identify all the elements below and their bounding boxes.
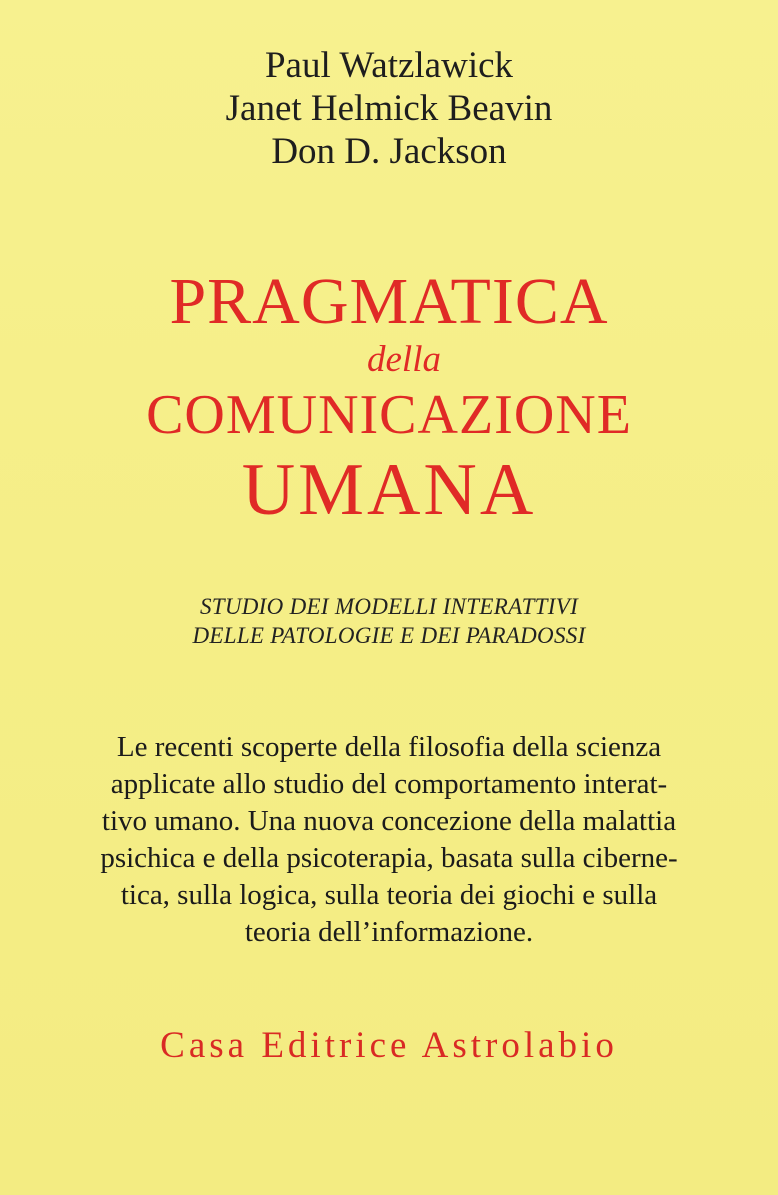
subtitle [0,592,778,650]
book-title [0,262,778,532]
description-line: tivo umano. Una nuova concezione della malattia [101,805,677,837]
author-name: Janet Helmick Beavin [225,88,553,129]
title-line-comunicazione: COMUNICAZIONE [146,384,632,446]
subtitle-line: DELLE PATOLOGIE E DEI PARADOSSI [192,623,586,648]
title-line-umana: UMANA [241,449,537,531]
description-line: tica, sulla logica, sulla teoria dei giochi e sulla [120,879,658,911]
publisher: Casa Editrice Astrolabio [160,1025,618,1066]
author-name: Don D. Jackson [271,131,507,172]
title-line-della: della [367,339,441,380]
subtitle-line: STUDIO DEI MODELLI INTERATTIVI [199,594,579,619]
authors [0,44,778,173]
description-line: applicate allo studio del comportamento interat- [110,768,668,800]
description-line: Le recenti scoperte della filosofia della scienza [116,731,662,763]
description-line: psichica e della psicoterapia, basata sulla ciberne- [100,842,678,874]
description-line: teoria dell’informazione. [244,916,534,948]
description [64,729,714,951]
author-name: Paul Watzlawick [264,45,514,86]
title-line-pragmatica: PRAGMATICA [169,265,609,338]
